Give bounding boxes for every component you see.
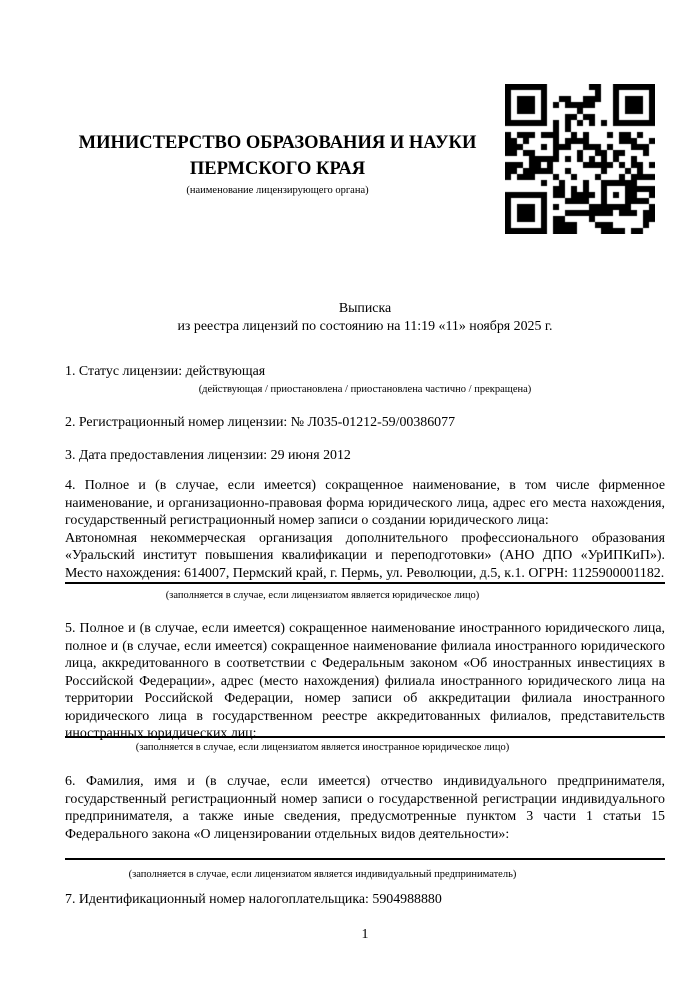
qr-code — [505, 84, 655, 234]
item-5-blank-line — [65, 736, 665, 738]
item-6-blank-line — [65, 858, 665, 860]
qr-code-canvas — [505, 84, 655, 234]
item-4-label: 4. Полное и (в случае, если имеется) сокращенное наименование, в том числе фирменное наименование, и организационно-правовая форма юридического лица, адрес его места нахождения, государственный регистрационный номер записи о создании юридического лица: — [65, 478, 665, 528]
document-title-line1: Выписка — [338, 301, 392, 316]
licensing-authority-caption: (наименование лицензирующего органа) — [186, 185, 369, 196]
item-2-registration-number: 2. Регистрационный номер лицензии: № Л035-01212-59/00386077 — [65, 415, 456, 430]
item-5-foreign-entity-label: 5. Полное и (в случае, если имеется) сокращенное наименование иностранного юридического лица, полное и (в случае, если имеется) сокращенное наименование филиала иностранного юридического лица, аккредитованного в соответствии с Федеральным законом «Об иностранных инвестициях в Российской Федерации», адрес (место нахождения) филиала иностранного юридического лица на территории Российской Федерации, номер записи об аккредитации филиала иностранного юридического лица в государственном реестре аккредитованных филиалов, представительств иностранных юридических лиц: — [65, 621, 665, 741]
item-6-note: (заполняется в случае, если лицензиатом является индивидуальный предприниматель) — [128, 869, 517, 880]
item-5-note: (заполняется в случае, если лицензиатом является иностранное юридическое лицо) — [135, 742, 510, 753]
item-3-license-date: 3. Дата предоставления лицензии: 29 июня 2012 — [65, 448, 351, 463]
page-number: 1 — [361, 927, 369, 942]
item-1-license-status: 1. Статус лицензии: действующая — [65, 364, 266, 379]
item-4-note: (заполняется в случае, если лицензиатом является юридическое лицо) — [165, 590, 480, 601]
item-4-legal-entity — [65, 477, 665, 584]
ministry-name-line2: ПЕРМСКОГО КРАЯ — [189, 158, 366, 179]
item-4-value: Автономная некоммерческая организация дополнительного профессионального образования «Уральский институт повышения квалификации и переподготовки» (АНО ДПО «УрИПКиП»). Место нахождения: 614007, Пермский край, г. Пермь, ул. Революции, д.5, к.1. ОГРН: 1125900001182. — [65, 530, 665, 585]
document-title-line2: из реестра лицензий по состоянию на 11:19 «11» ноября 2025 г. — [177, 318, 553, 334]
ministry-header — [65, 131, 490, 197]
item-7-taxpayer-number: 7. Идентификационный номер налогоплательщика: 5904988880 — [65, 892, 442, 907]
item-6-entrepreneur-label: 6. Фамилия, имя и (в случае, если имеется) отчество индивидуального предпринимателя, государственный регистрационный номер записи о государственной регистрации индивидуального предпринимателя, а также иные сведения, предусмотренные пунктом 3 части 1 статьи 15 Федерального закона «О лицензировании отдельных видов деятельности»: — [65, 774, 665, 842]
document-title — [65, 300, 665, 335]
item-1-note: (действующая / приостановлена / приостановлена частично / прекращена) — [198, 384, 532, 395]
ministry-name-line1: МИНИСТЕРСТВО ОБРАЗОВАНИЯ И НАУКИ — [78, 133, 477, 153]
